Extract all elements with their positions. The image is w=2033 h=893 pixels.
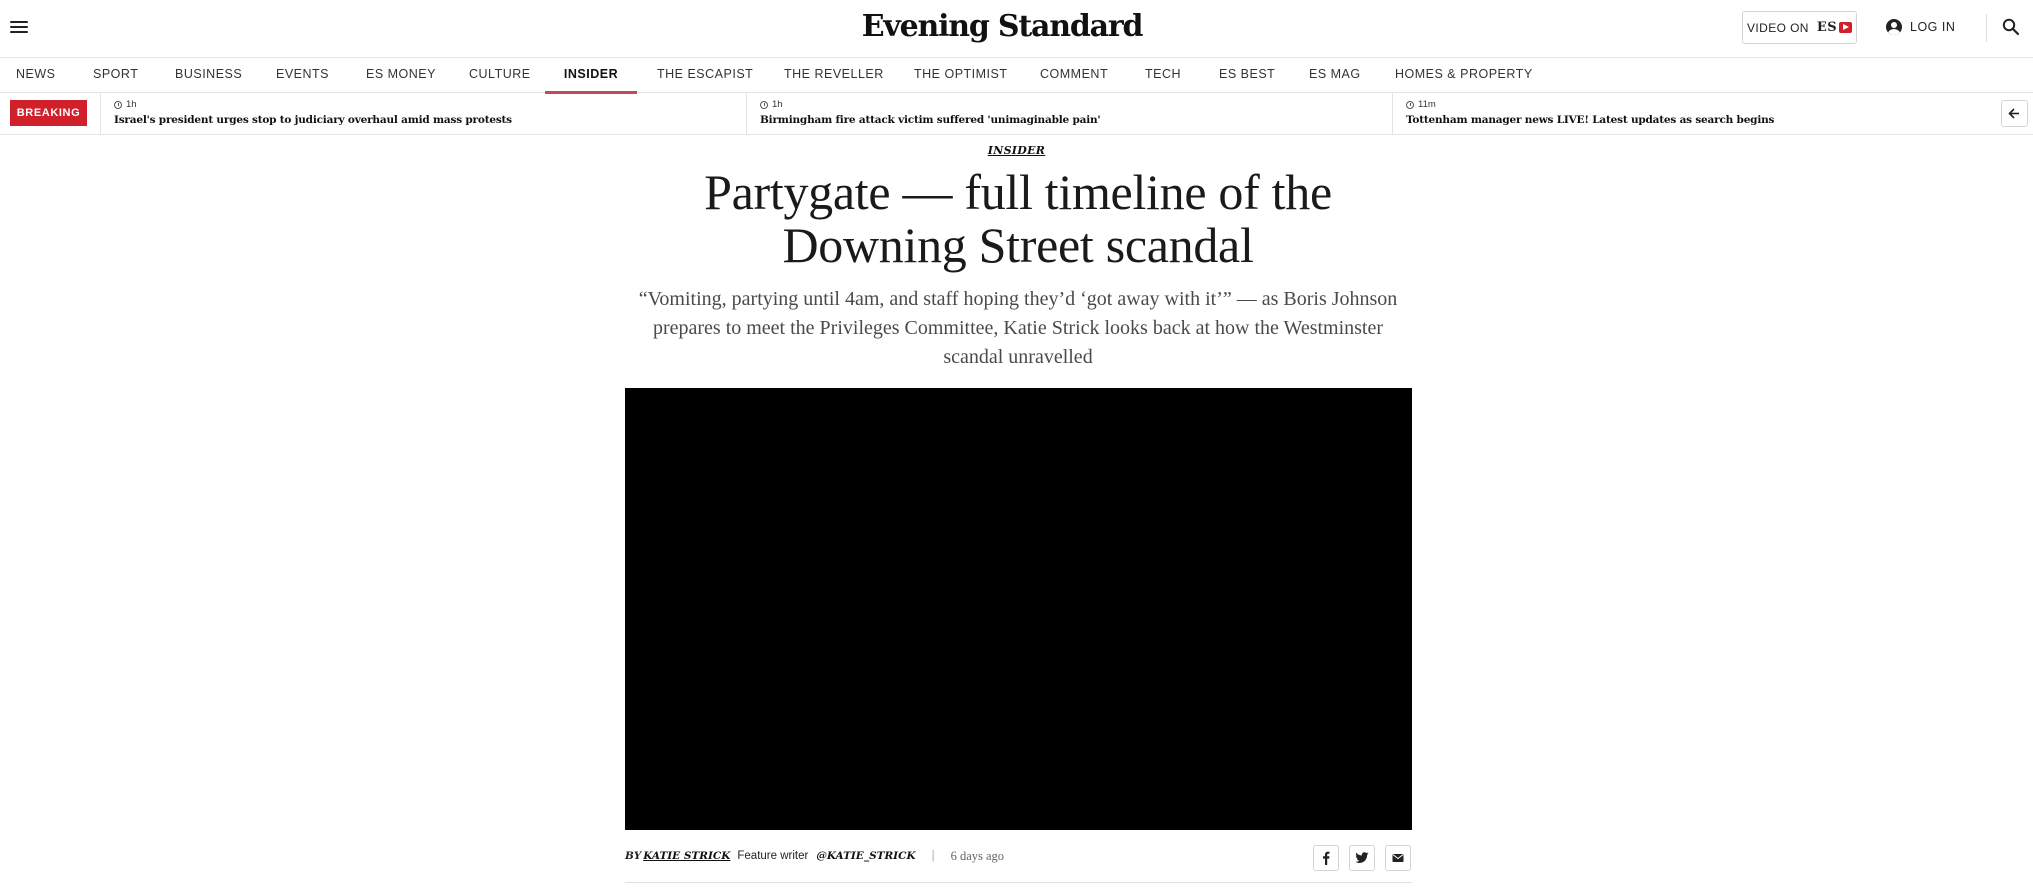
ticker-time-label: 1h: [772, 99, 783, 110]
ticker-headline: Israel's president urges stop to judiciary overhaul amid mass protests: [114, 114, 512, 126]
article-standfirst: “Vomiting, partying until 4am, and staff hoping they’d ‘got away with it’” — as Boris Johnson prepares to meet the Privileges Committee, Katie Strick looks back at how the Westminster scandal unravelled: [638, 288, 1398, 368]
clock-icon: [760, 101, 768, 109]
arrow-left-icon[interactable]: [2001, 100, 2028, 127]
byline-author-link[interactable]: KATIE STRICK: [643, 850, 731, 862]
article-title: Partygate — full timeline of the Downing Street scandal: [704, 164, 1332, 273]
search-icon[interactable]: [2000, 16, 2022, 38]
nav-item-business[interactable]: BUSINESS: [175, 67, 243, 81]
ticker-time: [114, 99, 137, 110]
publish-date: 6 days ago: [950, 848, 1005, 863]
logo-wordmark: Evening Standard: [861, 8, 1143, 44]
nav-item-the-escapist[interactable]: THE ESCAPIST: [657, 67, 754, 81]
byline-twitter-handle[interactable]: @KATIE_STRICK: [816, 850, 916, 862]
byline-role: Feature writer: [737, 850, 809, 862]
play-icon: [1839, 22, 1852, 33]
user-icon: [1886, 19, 1902, 35]
ticker-time-label: 11m: [1418, 99, 1436, 110]
breaking-badge: BREAKING: [10, 100, 87, 126]
ticker-headline: Birmingham fire attack victim suffered 'unimaginable pain': [760, 114, 1101, 126]
article-kicker: [0, 144, 2033, 157]
ticker-time: [760, 99, 783, 110]
ticker-item[interactable]: [1392, 93, 1992, 135]
nav-item-comment[interactable]: COMMENT: [1040, 67, 1109, 81]
nav-item-es-money[interactable]: ES MONEY: [366, 67, 436, 81]
site-header: [0, 0, 2033, 58]
byline-rule: [625, 882, 1412, 883]
clock-icon: [1406, 101, 1414, 109]
clock-icon: [114, 101, 122, 109]
login-label: LOG IN: [1910, 20, 1956, 34]
video-on-label: VIDEO ON: [1747, 20, 1809, 35]
nav-item-news[interactable]: NEWS: [16, 67, 56, 81]
section-nav: [0, 58, 2033, 93]
email-icon[interactable]: [1385, 845, 1411, 871]
login-button[interactable]: [1886, 15, 1955, 39]
nav-item-the-reveller[interactable]: THE REVELLER: [784, 67, 884, 81]
byline-prefix: BY: [625, 850, 642, 862]
breaking-news-ticker: [0, 93, 2033, 135]
nav-item-es-best[interactable]: ES BEST: [1219, 67, 1276, 81]
nav-item-culture[interactable]: CULTURE: [469, 67, 531, 81]
nav-item-tech[interactable]: TECH: [1145, 67, 1182, 81]
es-brand-label: ES: [1816, 20, 1837, 35]
nav-item-the-optimist[interactable]: THE OPTIMIST: [914, 67, 1008, 81]
twitter-icon[interactable]: [1349, 845, 1375, 871]
ticker-item[interactable]: [746, 93, 1391, 135]
nav-item-events[interactable]: EVENTS: [276, 67, 330, 81]
facebook-icon[interactable]: [1313, 845, 1339, 871]
site-logo[interactable]: [861, 6, 1143, 46]
video-player[interactable]: [625, 388, 1412, 830]
byline-separator: |: [931, 850, 935, 862]
nav-item-sport[interactable]: SPORT: [93, 67, 139, 81]
kicker-link-insider[interactable]: INSIDER: [987, 144, 1046, 157]
ticker-time: [1406, 99, 1436, 110]
ticker-item[interactable]: [100, 93, 745, 135]
ticker-time-label: 1h: [126, 99, 137, 110]
menu-icon[interactable]: [10, 18, 28, 34]
nav-item-insider[interactable]: INSIDER: [545, 58, 637, 93]
article-byline: [625, 846, 1004, 866]
header-divider: [1986, 14, 1987, 42]
nav-item-es-mag[interactable]: ES MAG: [1309, 67, 1361, 81]
nav-item-homes-property[interactable]: HOMES & PROPERTY: [1395, 67, 1533, 81]
es-video-brand: [1817, 20, 1852, 35]
ticker-headline: Tottenham manager news LIVE! Latest updates as search begins: [1406, 114, 1775, 126]
video-on-es-button[interactable]: [1742, 11, 1857, 44]
